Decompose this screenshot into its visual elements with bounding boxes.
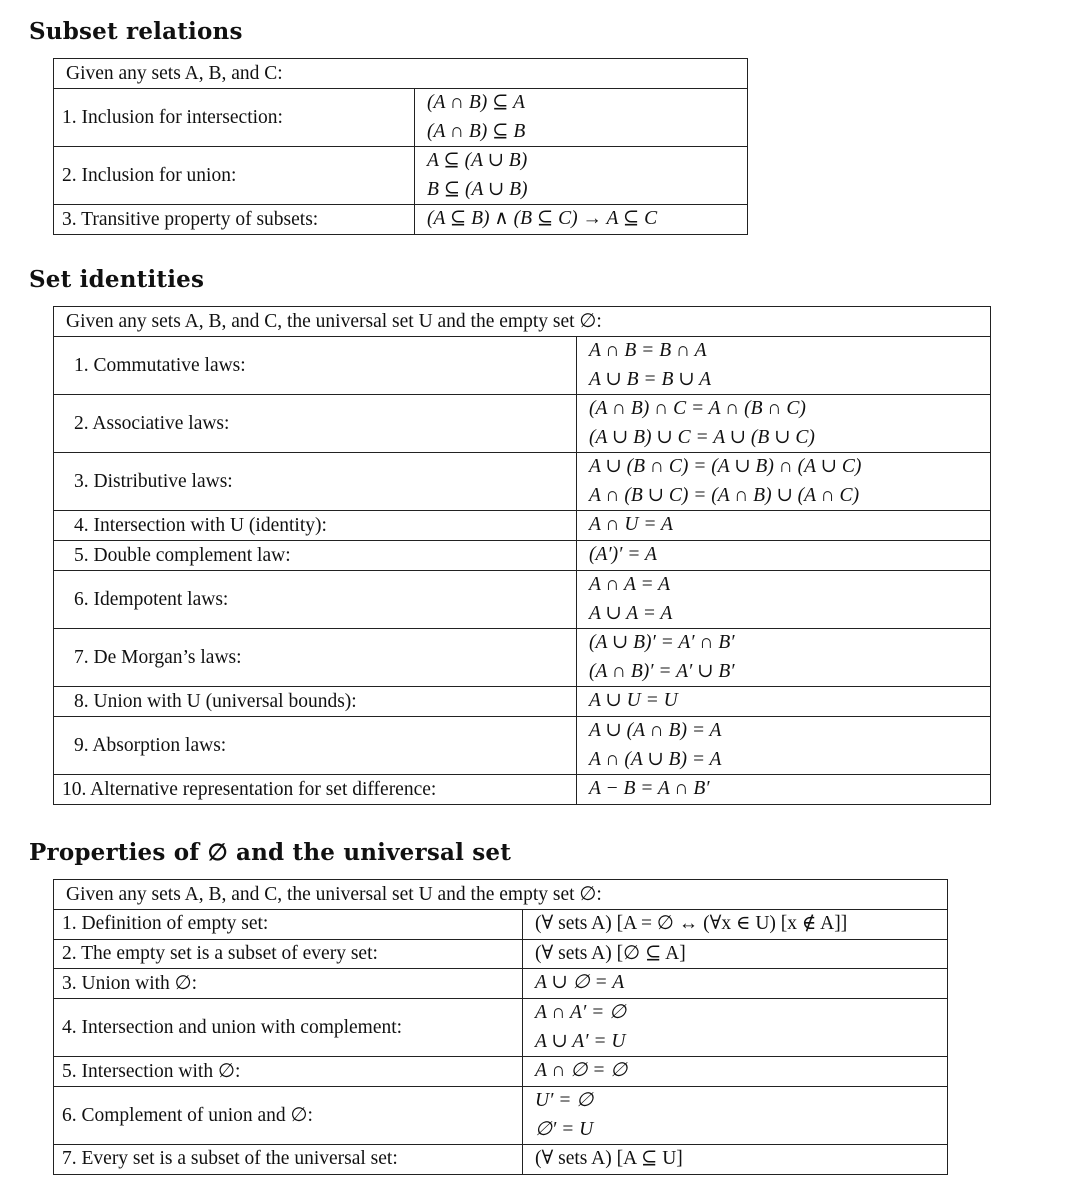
section-title-subset-relations: Subset relations <box>29 18 243 45</box>
row-label: 5. Double complement law: <box>54 541 577 571</box>
row-formulas: (∀ sets A) [A = ∅ ↔ (∀x ∈ U) [x ∉ A]] <box>523 910 948 940</box>
row-label: 4. Intersection and union with complement: <box>54 999 523 1057</box>
row-formulas: A ∩ B = B ∩ A A ∪ B = B ∪ A <box>577 337 991 395</box>
row-label: 6. Complement of union and ∅: <box>54 1087 523 1145</box>
row-label: 6. Idempotent laws: <box>54 571 577 629</box>
row-formulas: A ∩ A = A A ∪ A = A <box>577 571 991 629</box>
table-intro: Given any sets A, B, and C: <box>54 59 748 89</box>
row-label: 9. Absorption laws: <box>54 717 577 775</box>
row-formulas: (A ∪ B)′ = A′ ∩ B′ (A ∩ B)′ = A′ ∪ B′ <box>577 629 991 687</box>
row-label: 4. Intersection with U (identity): <box>54 511 577 541</box>
row-label: 1. Definition of empty set: <box>54 910 523 940</box>
row-label: 2. Inclusion for union: <box>54 147 415 205</box>
row-formulas: A ∩ U = A <box>577 511 991 541</box>
row-formulas: (A ⊆ B) ∧ (B ⊆ C) → A ⊆ C <box>415 205 748 235</box>
section-title-set-identities: Set identities <box>29 266 205 293</box>
row-formulas: A ∪ U = U <box>577 687 991 717</box>
table-intro: Given any sets A, B, and C, the universal set U and the empty set ∅: <box>54 307 991 337</box>
subset-relations-table <box>53 58 748 235</box>
row-label: 2. Associative laws: <box>54 395 577 453</box>
table-intro: Given any sets A, B, and C, the universal set U and the empty set ∅: <box>54 880 948 910</box>
row-formulas: A ∩ A′ = ∅ A ∪ A′ = U <box>523 999 948 1057</box>
row-label: 5. Intersection with ∅: <box>54 1057 523 1087</box>
row-formulas: A ⊆ (A ∪ B) B ⊆ (A ∪ B) <box>415 147 748 205</box>
row-label: 3. Union with ∅: <box>54 969 523 999</box>
row-label: 2. The empty set is a subset of every set: <box>54 939 523 969</box>
row-formulas: A ∪ (B ∩ C) = (A ∪ B) ∩ (A ∪ C) A ∩ (B ∪ C) = (A ∩ B) ∪ (A ∩ C) <box>577 453 991 511</box>
row-formulas: A ∪ (A ∩ B) = A A ∩ (A ∪ B) = A <box>577 717 991 775</box>
row-formulas: (∀ sets A) [A ⊆ U] <box>523 1145 948 1175</box>
row-label: 7. Every set is a subset of the universal set: <box>54 1145 523 1175</box>
row-formulas: (A ∩ B) ∩ C = A ∩ (B ∩ C) (A ∪ B) ∪ C = A ∪ (B ∪ C) <box>577 395 991 453</box>
row-formulas: (A′)′ = A <box>577 541 991 571</box>
row-formulas: (∀ sets A) [∅ ⊆ A] <box>523 939 948 969</box>
row-formulas: A ∩ ∅ = ∅ <box>523 1057 948 1087</box>
row-label: 3. Distributive laws: <box>54 453 577 511</box>
row-label: 1. Commutative laws: <box>54 337 577 395</box>
row-formulas: (A ∩ B) ⊆ A (A ∩ B) ⊆ B <box>415 89 748 147</box>
properties-table <box>53 879 948 1175</box>
row-formulas: U′ = ∅ ∅′ = U <box>523 1087 948 1145</box>
row-formulas: A ∪ ∅ = A <box>523 969 948 999</box>
row-label: 1. Inclusion for intersection: <box>54 89 415 147</box>
set-identities-table <box>53 306 991 805</box>
row-label: 7. De Morgan’s laws: <box>54 629 577 687</box>
row-label: 8. Union with U (universal bounds): <box>54 687 577 717</box>
section-title-properties: Properties of ∅ and the universal set <box>29 839 512 866</box>
row-label: 3. Transitive property of subsets: <box>54 205 415 235</box>
row-label: 10. Alternative representation for set difference: <box>54 775 577 805</box>
row-formulas: A − B = A ∩ B′ <box>577 775 991 805</box>
